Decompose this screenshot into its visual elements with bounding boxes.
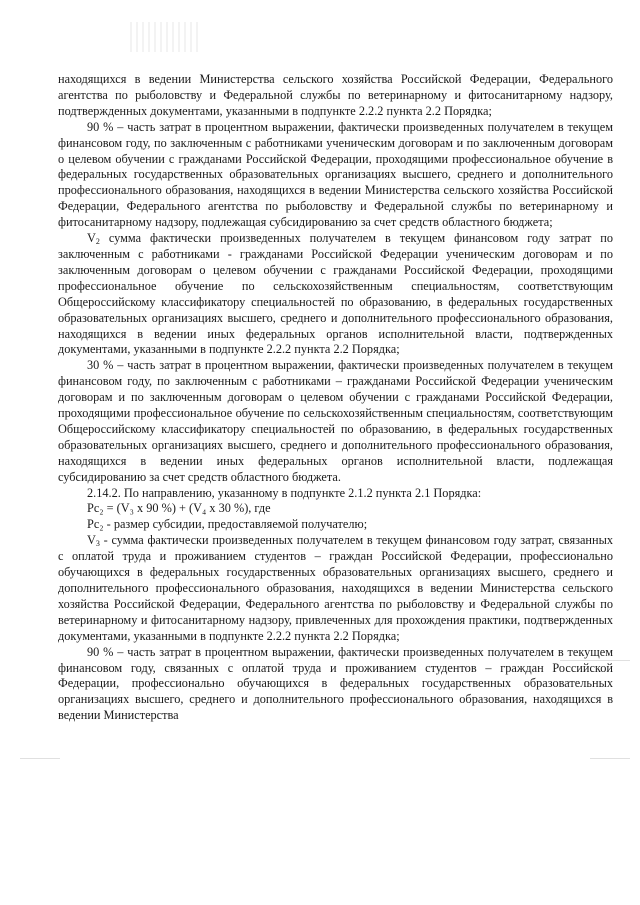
paragraph-9: 90 % – часть затрат в процентном выражении, фактически произведенных получателем в текущем финансовом году, связанных с оплатой труда и проживанием студентов – граждан Российской Федерации, профессионально обучающихся в федеральных государственных образовательных организациях высшего, среднего и дополнительного профессионального образования, находящихся в ведении Министерства <box>58 644 613 723</box>
paragraph-4: 30 % – часть затрат в процентном выражении, фактически произведенных получателем в текущем финансовом году, по заключенным с работниками – гражданами Российской Федерации ученическим договорам и по заключенным договорам о целевом обучении с гражданами Российской Федерации, проходящими профессиональное обучение по сельскохозяйственным специальностям, соответствующим Общероссийскому классификатору специальностей по образованию, в федеральных государственных образовательных организациях высшего, среднего и дополнительного профессионального образования, находящихся в ведении иных федеральных органов исполнительной власти, подлежащая субсидированию за счет средств областного бюджета. <box>58 358 613 484</box>
variable-subscript: 2 <box>95 237 100 247</box>
variable-subscript: 3 <box>95 539 100 549</box>
paragraph-5: 2.14.2. По направлению, указанному в подпункте 2.1.2 пункта 2.1 Порядка: <box>87 485 482 500</box>
scan-artifact-line <box>590 758 630 759</box>
variable-v: V <box>87 231 96 246</box>
formula-line: Рс₂ = (V₃ х 90 %) + (V₄ х 30 %), где <box>87 501 271 516</box>
paragraph-3 <box>58 231 613 358</box>
paragraph-1: находящихся в ведении Министерства сельского хозяйства Российской Федерации, Федерального агентства по рыболовству и Федеральной службы по ветеринарному и фитосанитарному надзору, подтвержденных документами, указанными в подпункте 2.2.2 пункта 2.2 Порядка; <box>58 72 613 118</box>
document-page <box>58 72 613 724</box>
paragraph-2: 90 % – часть затрат в процентном выражении, фактически произведенных получателем в текущем финансовом году, по заключенным с работниками ученическим договорам и по заключенным договорам о целевом обучении с гражданами Российской Федерации, проходящими профессиональное обучение в федеральных государственных образовательных организациях высшего, среднего и дополнительного профессионального образования, находящихся в ведении Министерства сельского хозяйства Российской Федерации, Федерального агентства по рыболовству и Федеральной службы по ветеринарному и фитосанитарному надзору, подлежащая субсидированию за счет средств областного бюджета; <box>58 119 613 230</box>
variable-v: V <box>87 533 96 548</box>
paragraph-3-text: сумма фактически произведенных получателем в текущем финансовом году затрат по заключенным с работниками - гражданами Российской Федерации ученическим договорам и по заключенным договорам о целевом обучении с гражданами Российской Федерации, проходящими профессиональное обучение по сельскохозяйственным специальностям, соответствующим Общероссийскому классификатору специальностей по образованию, в федеральных государственных образовательных организациях высшего, среднего и дополнительного профессионального образования, находящихся в ведении иных федеральных органов исполнительной власти, подтвержденных документами, указанными в подпункте 2.2.2 пункта 2.2 Порядка; <box>58 231 613 357</box>
scan-header-artifact <box>130 22 200 52</box>
scan-artifact-line <box>560 660 630 661</box>
paragraph-8 <box>58 533 613 644</box>
paragraph-7: Рс₂ - размер субсидии, предоставляемой получателю; <box>87 517 368 532</box>
scan-artifact-line <box>20 758 60 759</box>
paragraph-8-text: - сумма фактически произведенных получателем в текущем финансовом году затрат, связанных с оплатой труда и проживанием студентов – граждан Российской Федерации, профессионально обучающихся в федеральных государственных образовательных организациях высшего, среднего и дополнительного профессионального образования, находящихся в ведении Министерства сельского хозяйства Российской Федерации, Федерального агентства по рыболовству и Федеральной службы по ветеринарному и фитосанитарному надзору, привлеченных для прохождения практики, подтвержденных документами, указанными в подпункте 2.2.2 пункта 2.2 Порядка; <box>58 533 613 643</box>
